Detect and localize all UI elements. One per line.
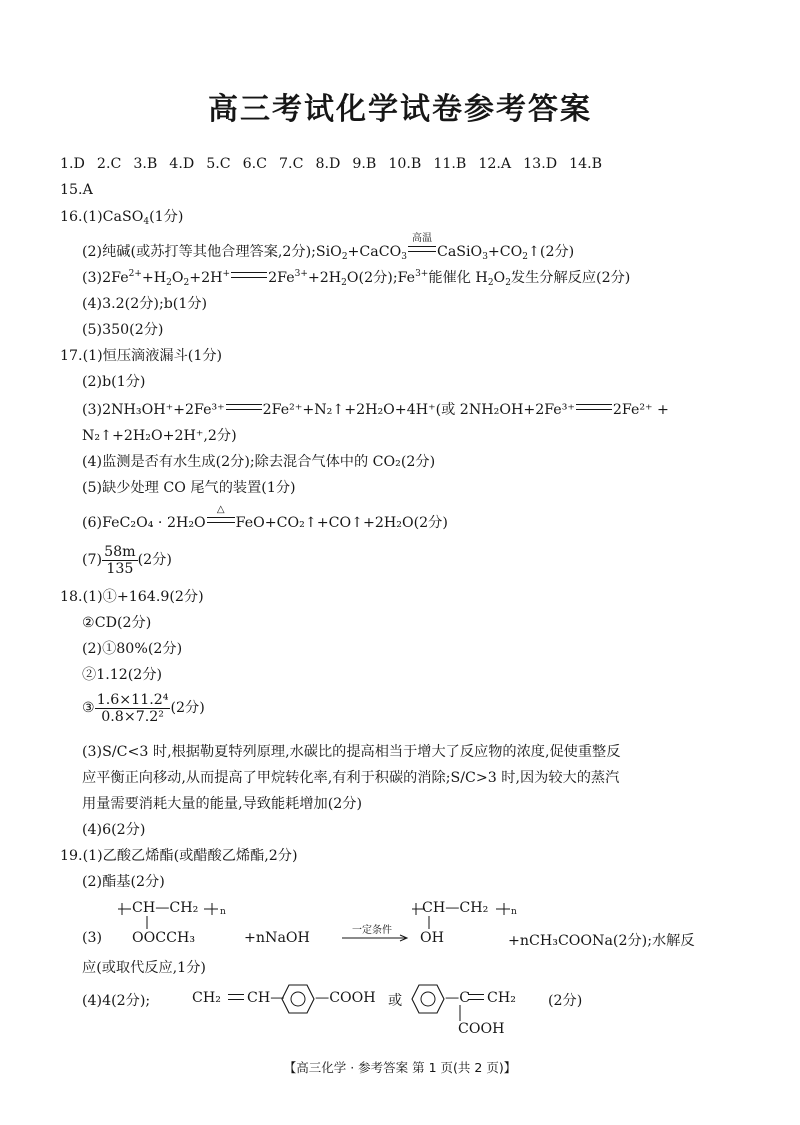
benzene-ring-icon	[281, 984, 315, 1014]
page-title: 高三考试化学试卷参考答案	[208, 92, 592, 127]
q16-part2: (2)纯碱(或苏打等其他合理答案,2分);SiO$_2$+CaCO$_3$ 高温 $CaSiO_3+CO_2↑(2$分)	[82, 233, 575, 262]
mc-answer: 7.C	[279, 156, 304, 172]
q17-part5: (5)缺少处理 CO 尾气的装置(1分)	[82, 480, 296, 496]
q17-part4: (4)监测是否有水生成(2分);除去混合气体中的 CO₂(2分)	[82, 454, 436, 470]
q19-line3-cont: 应(或取代反应,1分)	[82, 960, 206, 976]
bond-line	[458, 1005, 462, 1021]
mc-answer: 11.B	[433, 156, 467, 172]
q18-line9: (4)6(2分)	[82, 822, 146, 838]
mc-row-2	[60, 180, 105, 200]
mc-answer: 4.D	[169, 156, 195, 172]
q19-line2: (2)酯基(2分)	[82, 874, 165, 890]
page-footer: 【高三化学 · 参考答案 第 1 页(共 2 页)】	[283, 1060, 517, 1075]
q16-part3: $(3)2Fe^{2+}+H_2O_2+2H^+$ $2Fe^{3+}+2H_2O(2$分)$;Fe^{3+}$能催化 $H_2O_2$发生分解反应(2分)	[82, 269, 631, 288]
q18-number: 18.	[60, 589, 83, 605]
q18-line2: ②CD(2分)	[82, 615, 152, 631]
q17-part6: (6)FeC₂O₄ · 2H₂O △ FeO+CO₂↑+CO↑+2H₂O(2分)	[82, 504, 448, 531]
q17-number: 17.	[60, 348, 83, 364]
mc-answer: 10.B	[388, 156, 422, 172]
fraction-kp: $\frac{\text{1.6×11.2⁴}}{\text{0.8×7.2²}}$	[96, 691, 169, 725]
answer-sheet-page: 高三考试化学试卷参考答案 1.D 2.C 3.B 4.D 5.C 6.C 7.C 8.D 9.B 10.B 11.B 12.A 13.D 14.B 15.A 16.(1)CaSO$_4$(1分) (2)纯碱(或苏打等其他合理答案,2分);SiO$_2$+CaCO$_3$ 高温 $CaSiO_3+CO_2↑(2$分) $(3)2Fe^{2+}+H_2O_2+2H^+$ $2Fe^{3+}+2H_2O(2$分)$;Fe^{3+}$能催化 $H_2O_2$发生分解反应(2分) (4)3.2(2分);b(1分) (5)350(2分) 17.(1)恒压滴液漏斗(1分) (2)b(1分) (3)2NH₃OH⁺+2Fe³⁺ 2Fe²⁺+N₂↑+2H₂O+4H⁺(或 2NH₂OH+2Fe³⁺ 2Fe²⁺ + N₂↑+2H₂O+2H⁺,2分) (4)监测是否有水生成(2分);除去混合气体中的 CO₂(2分) (5)缺少处理 CO 尾气的装置(1分) (6)FeC₂O₄ · 2H₂O △ FeO+CO₂↑+CO↑+2H₂O(2分) (7) $\frac{58m}{135}$ (2分) 18.(1)①+164.9(2分) ②CD(2分) (2)①80%(2分) ②1.12(2分) ③ $\frac{\text{1.6×11.2⁴}}{\text{0.8×7.2²}}$ (2分) (3)S/C<3 时,根据勒夏特列原理,水碳比的提高相当于增大了反应物的浓度,促使重整反 应平衡正向移动,从而提高了甲烷转化率,有利于积碳的消除;S/C>3 时,因为较大的蒸汽 用量需要消耗大量的能量,导致能耗增加(2分) (4)6(2分) 19.(1)乙酸乙烯酯(或醋酸乙烯酯,2分) (2)酯基(2分) CH—CH₂ n (3) OOCCH₃ +nNaOH 一定条件 CH—CH₂ n OH +nCH₃COONa(2分);水解反 应(或取代反应,1分) (4)4(2分); CH₂ CH— —COOH 或 —C CH₂ (2分) COOH 【高三化学 · 参考答案 第 1 页(共 2 页)】	[0, 0, 800, 1125]
mc-answer: 1.D	[60, 156, 85, 172]
mc-answer: 15.A	[60, 182, 93, 198]
mc-answer: 6.C	[242, 156, 268, 172]
mc-answer: 3.B	[133, 156, 158, 172]
benzene-ring-icon	[411, 984, 445, 1014]
q18-line8: 用量需要消耗大量的能量,导致能耗增加(2分)	[82, 796, 362, 812]
high-temp-condition: 高温	[407, 242, 437, 262]
q18-line1: 18.(1)①+164.9(2分)	[60, 589, 204, 605]
q18-line5: ③ $\frac{\text{1.6×11.2⁴}}{\text{0.8×7.2²}}$ (2分)	[82, 691, 205, 725]
q19-number: 19.	[60, 848, 83, 864]
mc-answer: 5.C	[206, 156, 231, 172]
mc-answer: 8.D	[315, 156, 341, 172]
q16-number: 16.	[60, 209, 83, 225]
q17-part1: 17.(1)恒压滴液漏斗(1分)	[60, 348, 223, 364]
q16-part1: 16.(1)CaSO$_4$(1分)	[60, 209, 184, 227]
mc-answer: 12.A	[478, 156, 512, 172]
q18-line3: (2)①80%(2分)	[82, 641, 183, 657]
q16-part5: (5)350(2分)	[82, 322, 164, 338]
q17-part7: (7) $\frac{58m}{135}$ (2分)	[82, 543, 172, 577]
mc-answer: 13.D	[523, 156, 558, 172]
mc-row-1	[60, 154, 614, 174]
mc-answer: 9.B	[352, 156, 377, 172]
heat-condition: △	[206, 513, 236, 533]
q18-line6: (3)S/C<3 时,根据勒夏特列原理,水碳比的提高相当于增大了反应物的浓度,促使重整反	[82, 744, 621, 760]
q17-part3-line2: N₂↑+2H₂O+2H⁺,2分)	[82, 428, 237, 444]
q18-line7: 应平衡正向移动,从而提高了甲烷转化率,有利于积碳的消除;S/C>3 时,因为较大的蒸汽	[82, 770, 620, 786]
q19-line1: 19.(1)乙酸乙烯酯(或醋酸乙烯酯,2分)	[60, 848, 298, 864]
q16-part4: (4)3.2(2分);b(1分)	[82, 296, 208, 312]
mc-answer: 14.B	[569, 156, 603, 172]
q17-part3-line1: (3)2NH₃OH⁺+2Fe³⁺ 2Fe²⁺+N₂↑+2H₂O+4H⁺(或 2NH₂OH+2Fe³⁺ 2Fe²⁺ +	[82, 402, 669, 418]
q17-part2: (2)b(1分)	[82, 374, 146, 390]
q18-line4: ②1.12(2分)	[82, 667, 163, 683]
mc-answer: 2.C	[96, 156, 122, 172]
right-arrow-icon	[342, 934, 410, 942]
fraction-58m-135: $\frac{58m}{135}$	[104, 543, 136, 577]
